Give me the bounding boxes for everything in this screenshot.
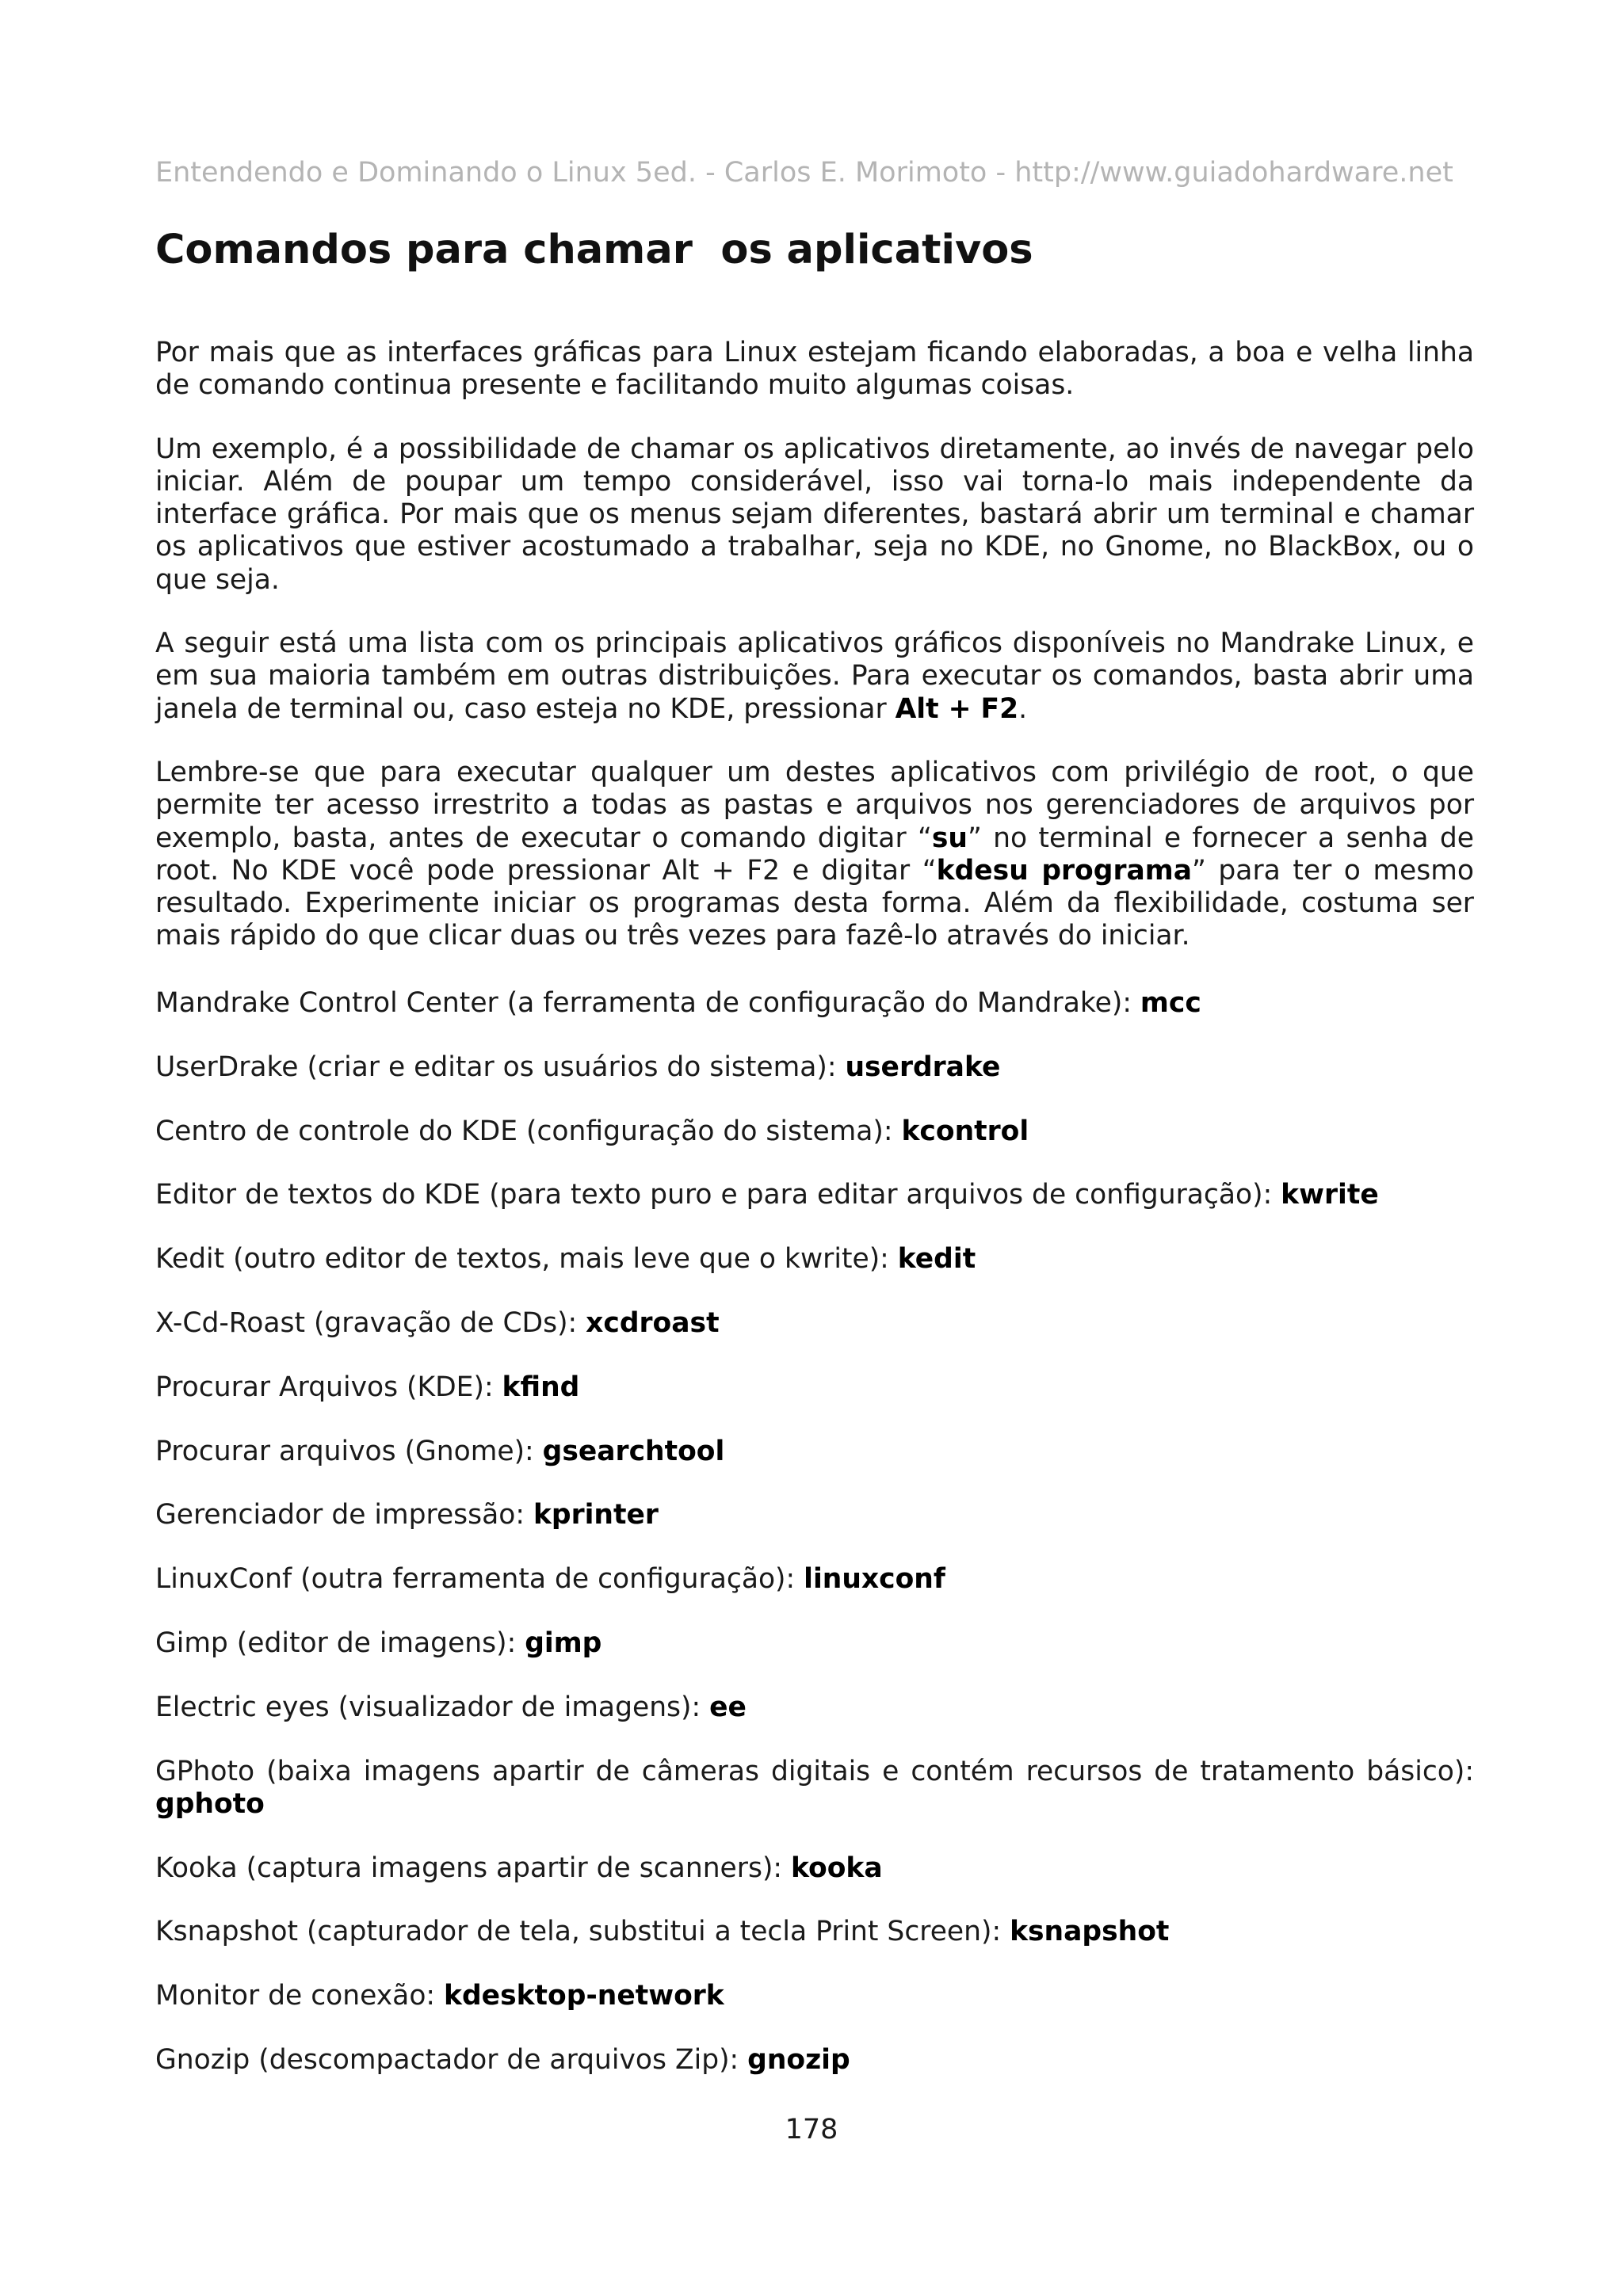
list-item	[155, 1371, 1474, 1404]
list-item	[155, 1243, 1474, 1276]
command-description: Procurar Arquivos (KDE):	[155, 1371, 502, 1403]
paragraph-example: Um exemplo, é a possibilidade de chamar os aplicativos diretamente, ao invés de navegar pelo iniciar. Além de poupar um tempo considerável, isso vai torna-lo mais independente da interface gráfica. Por mais que os menus sejam diferentes, bastará abrir um terminal e chamar os aplicativos que estiver acostumado a trabalhar, seja no KDE, no Gnome, no BlackBox, ou o que seja.	[155, 433, 1474, 596]
command-description: Kooka (captura imagens apartir de scanners):	[155, 1852, 791, 1884]
su-command: su	[931, 822, 968, 854]
command-description: Mandrake Control Center (a ferramenta de configuração do Mandrake):	[155, 987, 1140, 1019]
running-header: Entendendo e Dominando o Linux 5ed. - Carlos E. Morimoto - http://www.guiadohardware.net	[155, 157, 1453, 189]
list-item	[155, 1116, 1474, 1148]
command-description: GPhoto (baixa imagens apartir de câmeras digitais e contém recursos de tratamento básico):	[155, 1755, 1474, 1787]
list-item	[155, 1499, 1474, 1531]
command-name: kwrite	[1281, 1179, 1379, 1211]
paragraph-list-intro-end: .	[1018, 692, 1028, 725]
command-name: gsearchtool	[542, 1435, 725, 1467]
command-list	[155, 987, 1474, 2108]
command-name: gphoto	[155, 1787, 265, 1820]
list-item	[155, 1179, 1474, 1211]
command-description: Gerenciador de impressão:	[155, 1499, 533, 1531]
list-item	[155, 1051, 1474, 1084]
list-item	[155, 1436, 1474, 1468]
root-tip-part1: Lembre-se que para executar qualquer um destes aplicativos com privilégio de root, o que permite ter acesso irrestrito a todas as pastas e arquivos nos gerenciadores de arquivos por exemplo, basta, antes de executar o comando digitar “	[155, 756, 1474, 854]
paragraph-intro: Por mais que as interfaces gráficas para Linux estejam ficando elaboradas, a boa e velha linha de comando continua presente e facilitando muito algumas coisas.	[155, 337, 1474, 402]
command-description: Editor de textos do KDE (para texto puro e para editar arquivos de configuração):	[155, 1179, 1281, 1211]
list-item	[155, 1307, 1474, 1340]
command-name: gnozip	[747, 2044, 850, 2077]
section-title: Comandos para chamar os aplicativos	[155, 227, 1033, 273]
command-description: Electric eyes (visualizador de imagens):	[155, 1691, 710, 1723]
command-description: Kedit (outro editor de textos, mais leve que o kwrite):	[155, 1243, 898, 1276]
command-name: userdrake	[845, 1051, 1001, 1083]
command-name: kfind	[502, 1371, 580, 1403]
list-item	[155, 1563, 1474, 1596]
list-item	[155, 1980, 1474, 2012]
root-tip-part3: ” para ter o mesmo resultado. Experimente iniciar os programas desta forma. Além da flexibilidade, costuma ser mais rápido do que clicar duas ou três vezes para fazê-lo através do iniciar.	[155, 854, 1474, 952]
command-name: kooka	[791, 1852, 883, 1884]
command-name: ksnapshot	[1010, 1916, 1170, 1948]
command-description: Centro de controle do KDE (configuração do sistema):	[155, 1115, 902, 1147]
list-item	[155, 1756, 1474, 1821]
command-name: linuxconf	[804, 1563, 945, 1596]
command-name: gimp	[525, 1627, 602, 1659]
list-item	[155, 1691, 1474, 1724]
command-name: xcdroast	[586, 1306, 720, 1339]
list-item	[155, 2044, 1474, 2077]
paragraph-root-tip	[155, 757, 1474, 953]
command-name: ee	[709, 1691, 747, 1723]
command-name: kcontrol	[901, 1115, 1029, 1147]
list-item	[155, 1852, 1474, 1885]
paragraph-list-intro	[155, 627, 1474, 726]
body-text	[155, 337, 1474, 984]
command-name: mcc	[1140, 987, 1201, 1019]
command-description: Gnozip (descompactador de arquivos Zip):	[155, 2044, 748, 2077]
kdesu-command: kdesu programa	[936, 854, 1192, 887]
page-number: 178	[785, 2114, 838, 2145]
command-description: Procurar arquivos (Gnome):	[155, 1435, 543, 1467]
command-description: Gimp (editor de imagens):	[155, 1627, 525, 1659]
paragraph-list-intro-text: A seguir está uma lista com os principais aplicativos gráficos disponíveis no Mandrake Linux, e em sua maioria também em outras distribuições. Para executar os comandos, basta abrir uma janela de terminal ou, caso esteja no KDE, pressionar	[155, 627, 1474, 725]
command-description: UserDrake (criar e editar os usuários do sistema):	[155, 1051, 846, 1083]
command-name: kprinter	[533, 1499, 659, 1531]
list-item	[155, 1627, 1474, 1660]
command-name: kdesktop-network	[444, 1980, 724, 2012]
command-name: kedit	[897, 1243, 976, 1276]
command-description: Ksnapshot (capturador de tela, substitui a tecla Print Screen):	[155, 1916, 1010, 1948]
command-description: X-Cd-Roast (gravação de CDs):	[155, 1306, 586, 1339]
root-tip-part2: ” no terminal e fornecer a senha de root. No KDE você pode pressionar Alt + F2 e digitar “	[155, 822, 1475, 887]
list-item	[155, 1916, 1474, 1948]
list-item	[155, 987, 1474, 1020]
command-description: LinuxConf (outra ferramenta de configuração):	[155, 1563, 804, 1596]
command-description: Monitor de conexão:	[155, 1980, 445, 2012]
shortcut-keys: Alt + F2	[895, 692, 1019, 725]
